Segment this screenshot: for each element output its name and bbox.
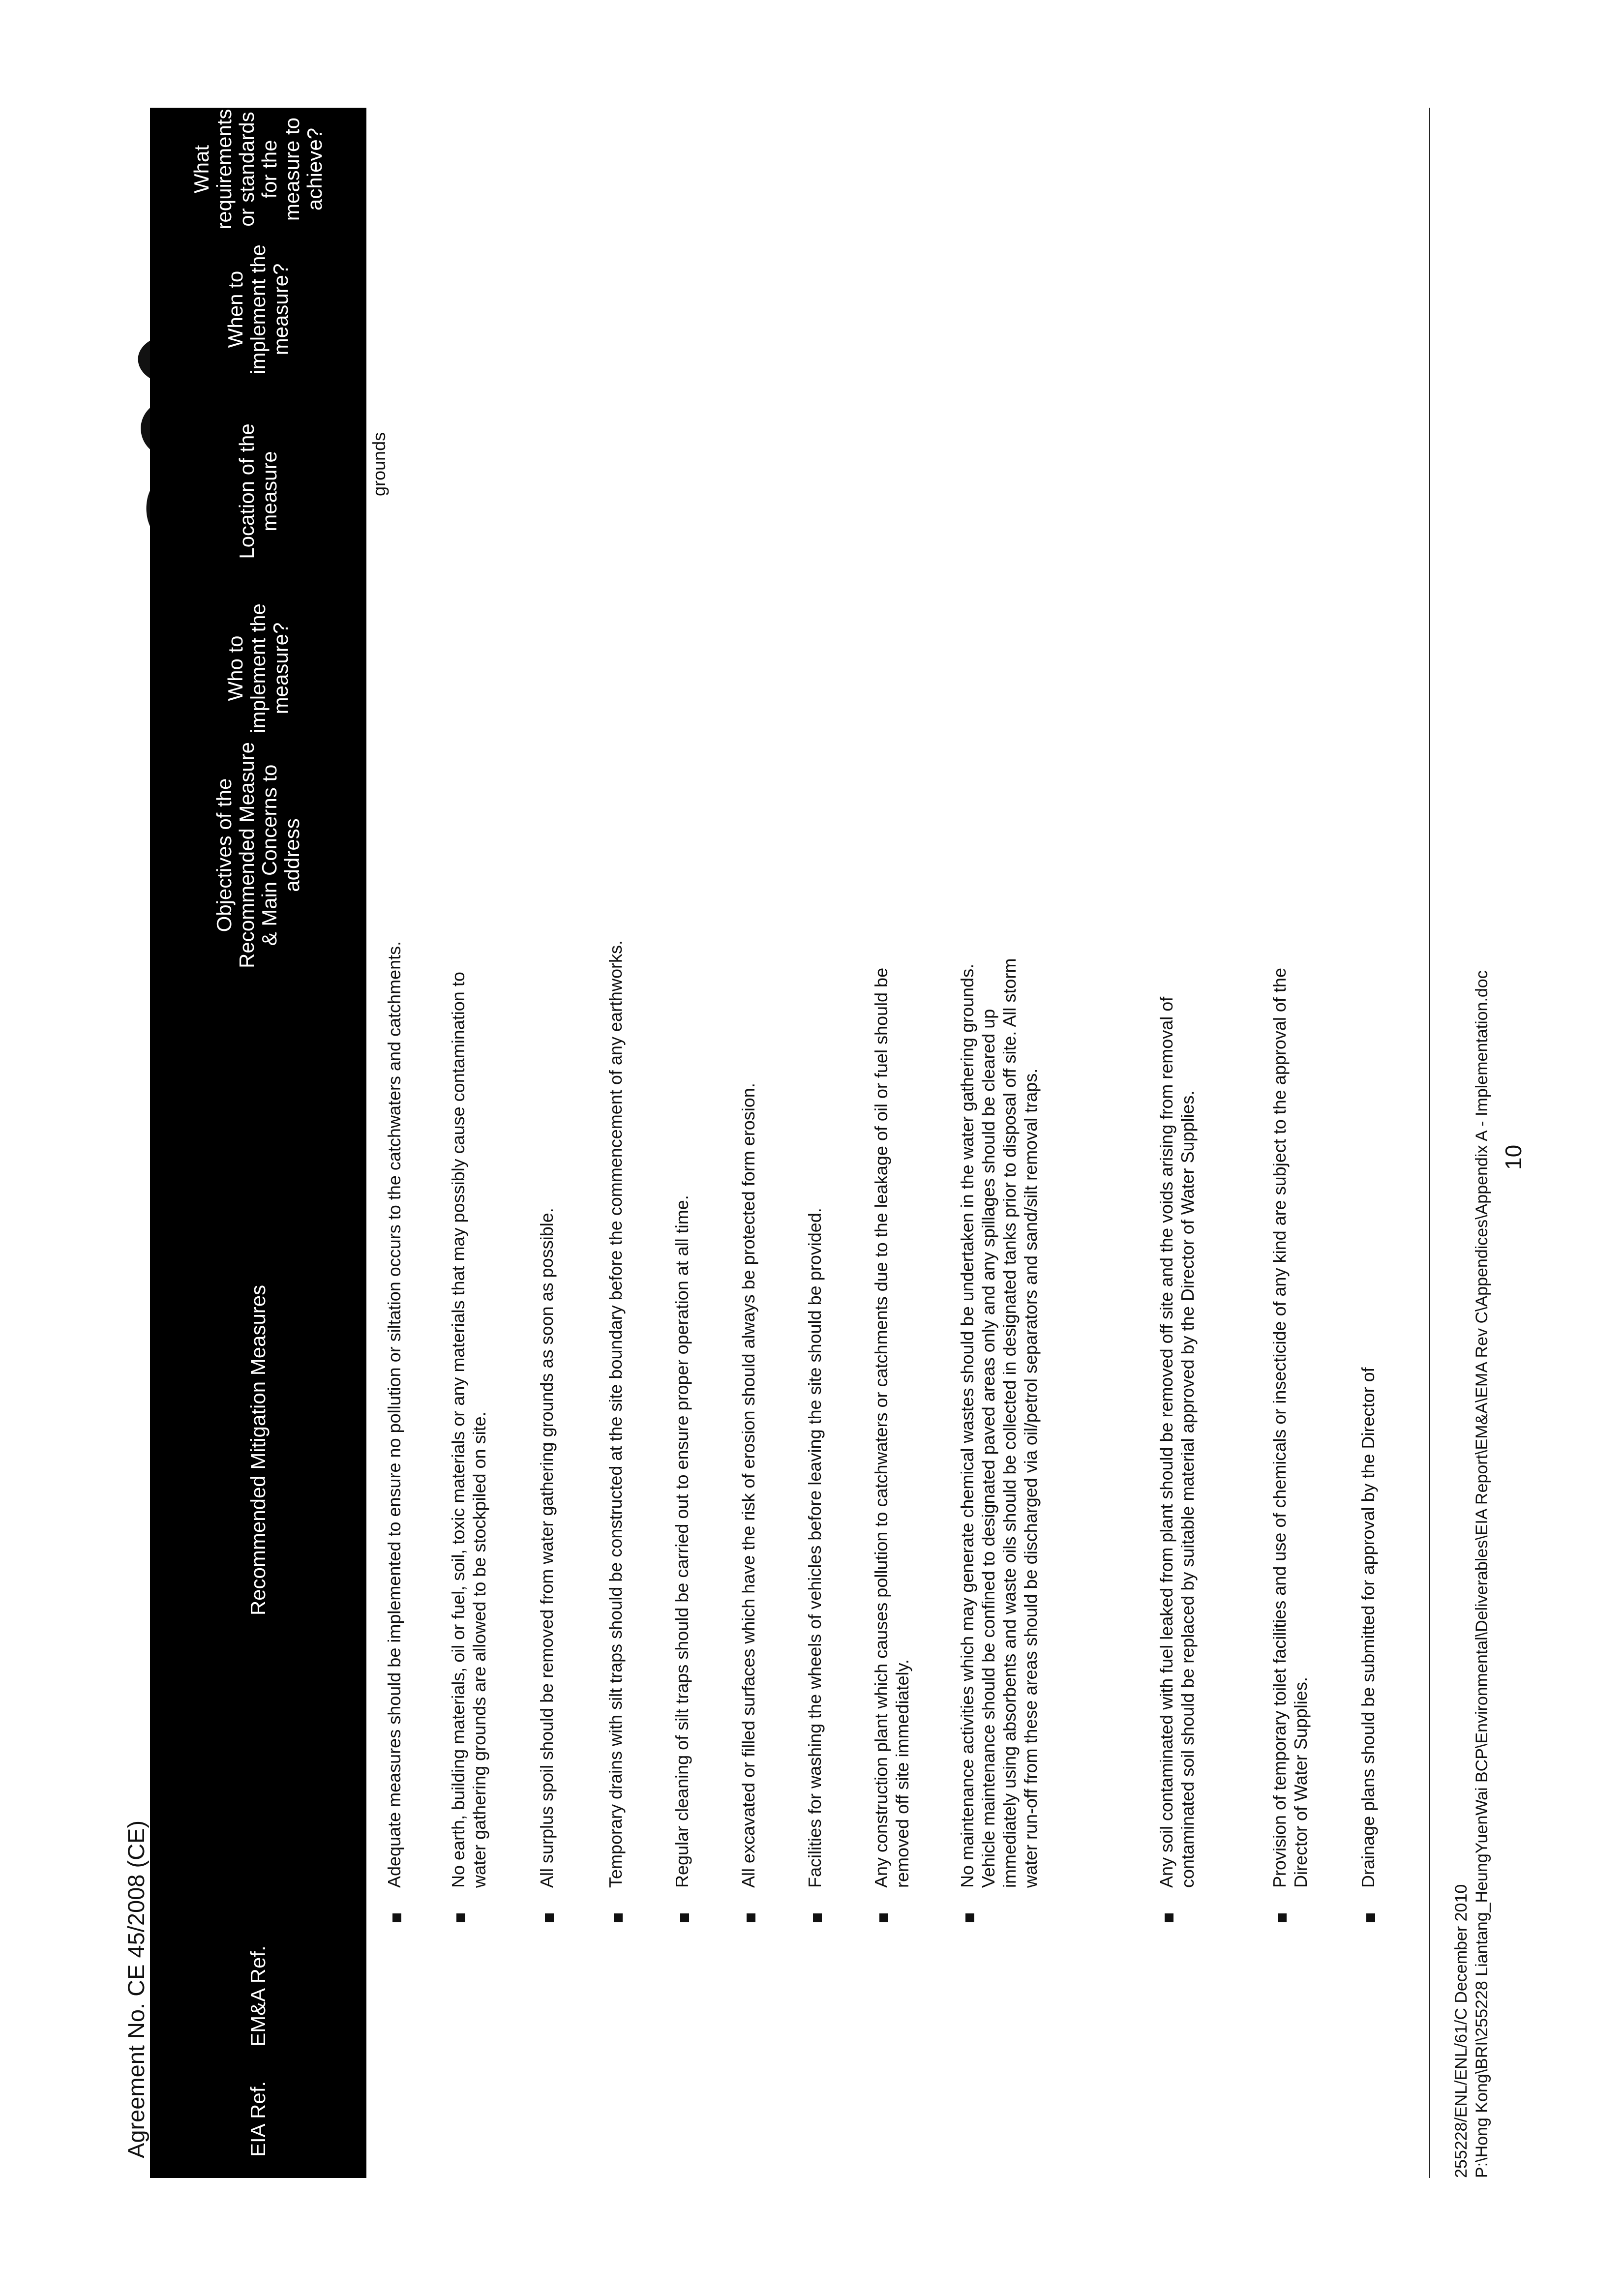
measure-text: Temporary drains with silt traps should be constructed at the site boundary before the commencement of any earthworks. <box>605 940 626 1888</box>
measure-text: Facilities for washing the wheels of vehicles before leaving the site should be provided. <box>805 1208 825 1888</box>
col-when: When to implement the measure? <box>224 244 292 374</box>
measure-text: Provision of temporary toilet facilities and use of chemicals or insecticide of any kind are subject to the approval of the Director of Water Supplies. <box>1269 968 1311 1888</box>
bullet-icon <box>1165 1913 1173 1922</box>
col-requirements: What requirements or standards for the measure to achieve? <box>190 109 326 230</box>
document-reference: 255228/ENL/ENL/61/C December 2010 <box>1452 1884 1471 2178</box>
col-ema-ref: EM&A Ref. <box>246 1945 270 2047</box>
col-eia-ref: EIA Ref. <box>246 2081 270 2157</box>
bullet-icon <box>747 1913 755 1922</box>
file-path: P:\Hong Kong\BRI\255228 Liantang_HeungYuenWai BCP\Environmental\Deliverables\EIA Report\EM&A\EMA Rev C\Appendices\Appendix A - Implementation.doc <box>1473 970 1491 2178</box>
bullet-icon <box>680 1913 689 1922</box>
bullet-icon <box>965 1913 974 1922</box>
measure-text: All excavated or filled surfaces which have the risk of erosion should always be protected form erosion. <box>738 1083 758 1888</box>
table-bottom-rule <box>1429 108 1430 2178</box>
measure-text: Adequate measures should be implemented to ensure no pollution or siltation occurs to the catchwaters and catchments. <box>384 941 404 1888</box>
page-number: 10 <box>1501 1144 1526 1170</box>
bullet-icon <box>614 1913 623 1922</box>
bullet-icon <box>456 1913 465 1922</box>
col-location: Location of the measure <box>235 423 281 559</box>
col-mitigation-measures: Recommended Mitigation Measures <box>246 1284 270 1616</box>
measure-text: Regular cleaning of silt traps should be carried out to ensure proper operation at all time. <box>672 1195 692 1888</box>
agreement-number: Agreement No. CE 45/2008 (CE) <box>123 1820 149 2158</box>
bullet-icon <box>813 1913 822 1922</box>
bullet-icon <box>1278 1913 1287 1922</box>
table-header <box>150 108 366 2178</box>
bullet-icon <box>1366 1913 1375 1922</box>
measure-text: No earth, building materials, oil or fuel, soil, toxic materials or any materials that may possibly cause contamination to water gathering grounds are allowed to be stockpiled on site. <box>448 972 489 1888</box>
measure-text: All surplus spoil should be removed from water gathering grounds as soon as possible. <box>537 1208 557 1888</box>
measure-text: No maintenance activities which may generate chemical wastes should be undertaken in the water gathering grounds. Vehicle maintenance should be confined to designated paved areas only and any spillages should be cleared up immediately using absorbents and waste oils should be collected in designated tanks prior to disposal off site. All storm water run-off from these areas should be discharged via oil/petrol separators and sand/silt removal traps. <box>957 958 1041 1888</box>
bullet-icon <box>545 1913 554 1922</box>
bullet-icon <box>879 1913 888 1922</box>
bullet-icon <box>392 1913 401 1922</box>
measure-text: Drainage plans should be submitted for approval by the Director of <box>1358 1367 1378 1888</box>
measure-text: Any soil contaminated with fuel leaked from plant should be removed off site and the voids arising from removal of contaminated soil should be replaced by suitable material approved by the Director of Water Supplies. <box>1156 996 1198 1888</box>
col-objectives: Objectives of the Recommended Measure & Main Concerns to address <box>212 742 303 968</box>
measure-text: Any construction plant which causes pollution to catchwaters or catchments due to the leakage of oil or fuel should be removed off site immediately. <box>871 967 912 1888</box>
col-who: Who to implement the measure? <box>224 603 292 733</box>
location-cell: grounds <box>369 432 389 496</box>
document-footer <box>1451 970 1492 2178</box>
